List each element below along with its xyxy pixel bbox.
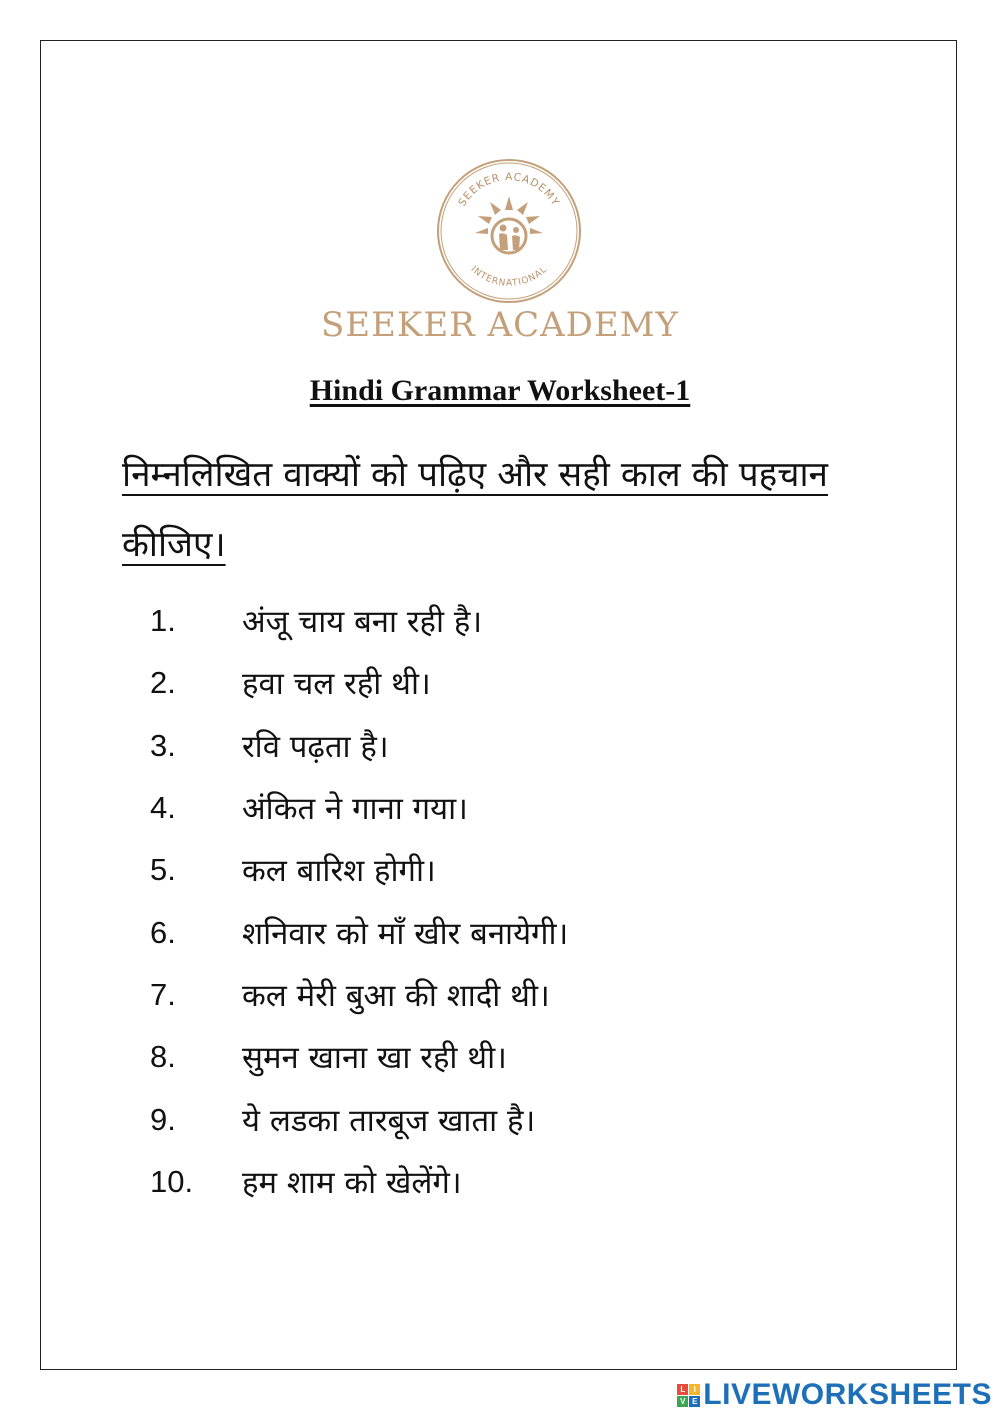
question-text: सुमन खाना खा रही थी। (242, 1040, 507, 1077)
liveworksheets-wordmark: LIVEWORKSHEETS (703, 1378, 992, 1411)
academy-name: SEEKER ACADEMY (320, 305, 680, 345)
question-number: 9. (150, 1101, 176, 1137)
question-number: 4. (150, 790, 176, 826)
liveworksheets-brand[interactable] (677, 1378, 992, 1412)
question-number: 1. (150, 603, 176, 639)
question-number: 8. (150, 1039, 176, 1075)
question-number: 2. (150, 665, 176, 701)
question-item (150, 1088, 910, 1150)
question-text: हवा चल रही थी। (242, 666, 431, 703)
question-number: 10. (150, 1163, 194, 1199)
liveworksheets-logo-icon: L I V E (677, 1384, 700, 1407)
question-number: 7. (150, 976, 176, 1012)
question-item (150, 652, 910, 714)
question-text: शनिवार को माँ खीर बनायेगी। (242, 915, 569, 952)
question-text: हम शाम को खेलेंगे। (242, 1164, 462, 1201)
question-number: 3. (150, 727, 176, 763)
question-text: अंजू चाय बना रही है। (242, 604, 483, 641)
question-number: 6. (150, 914, 176, 950)
logo-text-bottom: INTERNATIONAL (468, 264, 550, 289)
instruction: निम्नलिखित वाक्यों को पढ़िए और सही काल की पहचान कीजिए। (122, 455, 828, 565)
question-list (150, 590, 910, 1213)
seeker-academy-logo (436, 158, 582, 304)
question-text: अंकित ने गाना गया। (242, 791, 468, 828)
question-item (150, 777, 910, 839)
logo-text-top: SEEKER ACADEMY (456, 170, 562, 209)
question-text: रवि पढ़ता है। (242, 728, 389, 765)
question-item (150, 590, 910, 652)
question-text: कल मेरी बुआ की शादी थी। (242, 977, 550, 1014)
question-item (150, 715, 910, 777)
question-item (150, 839, 910, 901)
question-item (150, 901, 910, 963)
question-item (150, 1026, 910, 1088)
question-item (150, 1151, 910, 1213)
worksheet-title: Hindi Grammar Worksheet-1 (309, 374, 691, 407)
question-text: ये लडका तारबूज खाता है। (242, 1102, 536, 1139)
question-text: कल बारिश होगी। (242, 853, 436, 890)
question-item (150, 964, 910, 1026)
svg-text:INTERNATIONAL (469, 265, 550, 289)
question-number: 5. (150, 852, 176, 888)
